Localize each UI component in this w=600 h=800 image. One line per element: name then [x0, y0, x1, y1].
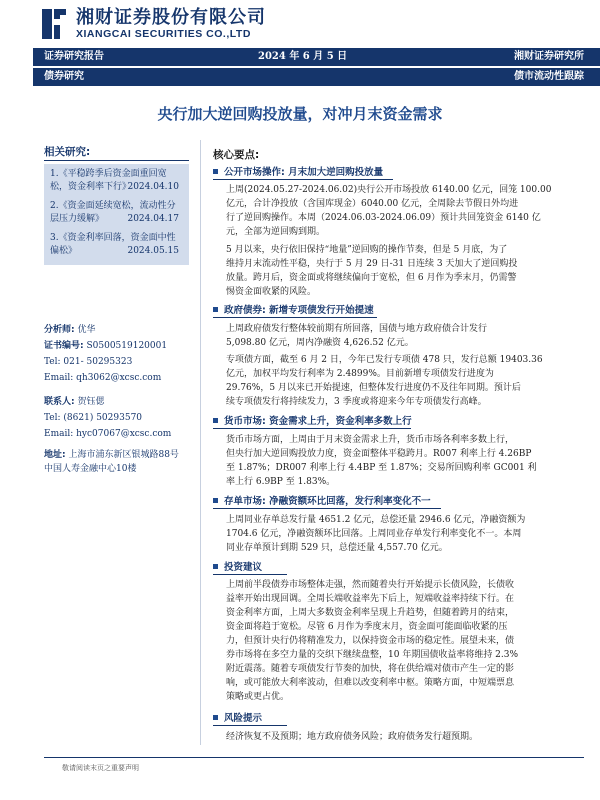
- address: 地址: 上海市浦东新区银城路88号 中国人寿金融中心10楼: [44, 450, 179, 474]
- section-underline: [213, 508, 441, 509]
- related-item-3[interactable]: 3.《资金利率回落，资金面中性 偏松》 2024.05.15: [50, 233, 179, 256]
- report-type: 证券研究报告: [44, 51, 104, 62]
- analyst-cert: 证书编号: S0500519120001: [44, 341, 168, 351]
- key-points-label: 核心要点:: [213, 149, 260, 161]
- related-divider: [44, 160, 189, 161]
- section-gov-bonds: 政府债券: 新增专项债发行开始提速: [213, 302, 374, 316]
- square-bullet-icon: [213, 564, 218, 569]
- contact-name: 联系人: 贺钰偲: [44, 397, 105, 407]
- section-underline: [213, 428, 411, 429]
- square-bullet-icon: [213, 307, 218, 312]
- paragraph-gov-bonds-2: 专项债方面，截至 6 月 2 日，今年已发行专项债 478 只，发行总额 19403.36 亿元，加权平均发行利率为 2.4899%。目前新增专项债发行进度为 29.76%，5 月以来已开始提速，但整体发行进度仍不及往年同期。预计后 续专项债发行将持续发力，3 季度或将迎来今年专项债发行高峰。: [226, 355, 543, 407]
- report-category: 债券研究: [44, 71, 84, 82]
- paragraph-investment-advice: 上周前半段债券市场整体走强，然而随着央行开始提示长债风险，长债收 益率开始出现回调。全周长端收益率先下后上，短端收益率持续下行。在 资金利率方面，上周大多数资金利率呈现上升趋势，但随着跨月的结束， 资金面将趋于宽松。尽管 6 月作为季度末月，资金面可能面临收紧的压 力，但预计央行仍将精准发力，以保持资金市场的稳定性。展望未来，债 券市场将在多空力量的交织下继续盘整，10 年期国债收益率将维持 2.3% 附近震荡。随着专项债发行节奏的加快，将在供给端对债市产生一定的影 响，或可能放大利率波动，但难以改变利率中枢。策略方面，中短端票息 策略或更占优。: [226, 580, 519, 702]
- report-date: 2024 年 6 月 5 日: [258, 51, 348, 62]
- section-cd-market: 存单市场: 净融资额环比回落，发行利率变化不一: [213, 493, 431, 507]
- related-research-label: 相关研究:: [44, 146, 91, 158]
- header-bar-2: [33, 68, 600, 86]
- square-bullet-icon: [213, 418, 218, 423]
- paragraph-money-market: 货币市场方面，上周由于月末资金需求上升，货币市场各利率多数上行， 但央行加大逆回购投放力度，资金面整体平稳跨月。R007 利率上行 4.26BP 至 1.87%；DR007 利率上行 4.4BP 至 1.87%；交易所回购利率 GC001 利 率上行 6.9BP 至 1.83%。: [226, 435, 537, 487]
- paragraph-risk-warning: 经济恢复不及预期；地方政府债务风险；政府债务发行超预期。: [226, 732, 479, 742]
- company-logo: [40, 4, 266, 44]
- section-underline: [213, 179, 393, 180]
- header-bar-1: [33, 48, 600, 66]
- column-divider: [200, 140, 201, 745]
- square-bullet-icon: [213, 498, 218, 503]
- footer-divider: [44, 757, 584, 758]
- company-logo-icon: [40, 7, 68, 41]
- contact-email[interactable]: Email: hyc07067@xcsc.com: [44, 429, 172, 439]
- square-bullet-icon: [213, 169, 218, 174]
- section-open-market: 公开市场操作: 月末加大逆回购投放量: [213, 164, 383, 178]
- section-underline: [213, 725, 287, 726]
- analyst-name: 分析师: 优华: [44, 325, 96, 335]
- section-risk-warning: 风险提示: [213, 710, 262, 724]
- section-money-market: 货币市场: 资金需求上升，资金利率多数上行: [213, 413, 412, 427]
- paragraph-open-market-1: 上周(2024.05.27-2024.06.02)央行公开市场投放 6140.00 亿元，回笼 100.00 亿元，合计净投放（含国库现金）6040.00 亿元，全周除去节假日外均进 行了逆回购操作。本周（2024.06.03-2024.06.09）预计共回笼资金 6140 亿 元，全部为逆回购到期。: [226, 185, 552, 237]
- report-topic: 债市流动性跟踪: [514, 71, 584, 82]
- section-investment-advice: 投资建议: [213, 559, 262, 573]
- footer-disclaimer: 敬请阅读末页之重要声明: [62, 764, 139, 772]
- company-name-en: XIANGCAI SECURITIES CO.,LTD: [76, 27, 251, 40]
- page-title: 央行加大逆回购投放量，对冲月末资金需求: [157, 105, 443, 123]
- paragraph-cd-market: 上周同业存单总发行量 4651.2 亿元，总偿还量 2946.6 亿元，净融资额为 1704.6 亿元，净融资额环比回落。上周同业存单发行利率变化不一。本周 同业存单预计到期 529 只，总偿还量 4,557.70 亿元。: [226, 515, 526, 553]
- section-underline: [213, 574, 287, 575]
- paragraph-gov-bonds-1: 上周政府债发行整体较前期有所回落，国债与地方政府债合计发行 5,098.80 亿元，周内净融资 4,626.52 亿元。: [226, 324, 488, 348]
- related-item-2[interactable]: 2.《资金面延续宽松，流动性分 层压力缓解》 2024.04.17: [50, 201, 179, 224]
- section-underline: [213, 317, 377, 318]
- related-item-1[interactable]: 1.《平稳跨季后资金面重回宽 松，资金利率下行》 2024.04.10: [50, 169, 179, 192]
- square-bullet-icon: [213, 715, 218, 720]
- company-name-cn: 湘财证券股份有限公司: [76, 6, 266, 28]
- analyst-tel: Tel: 021- 50295323: [44, 357, 133, 367]
- institute: 湘财证券研究所: [514, 51, 584, 62]
- paragraph-open-market-2: 5 月以来，央行依旧保持“地量”逆回购的操作节奏，但是 5 月底，为了 维持月末流动性平稳，央行于 5 月 29 日-31 日连续 3 天加大了逆回购投 放量。跨月后，资金面或将继续偏向于宽松，但 6 月作为季末月，仍需警 惕资金面收紧的风险。: [226, 245, 518, 297]
- contact-tel: Tel: (8621) 50293570: [44, 413, 143, 423]
- analyst-email[interactable]: Email: qh3062@xcsc.com: [44, 373, 162, 383]
